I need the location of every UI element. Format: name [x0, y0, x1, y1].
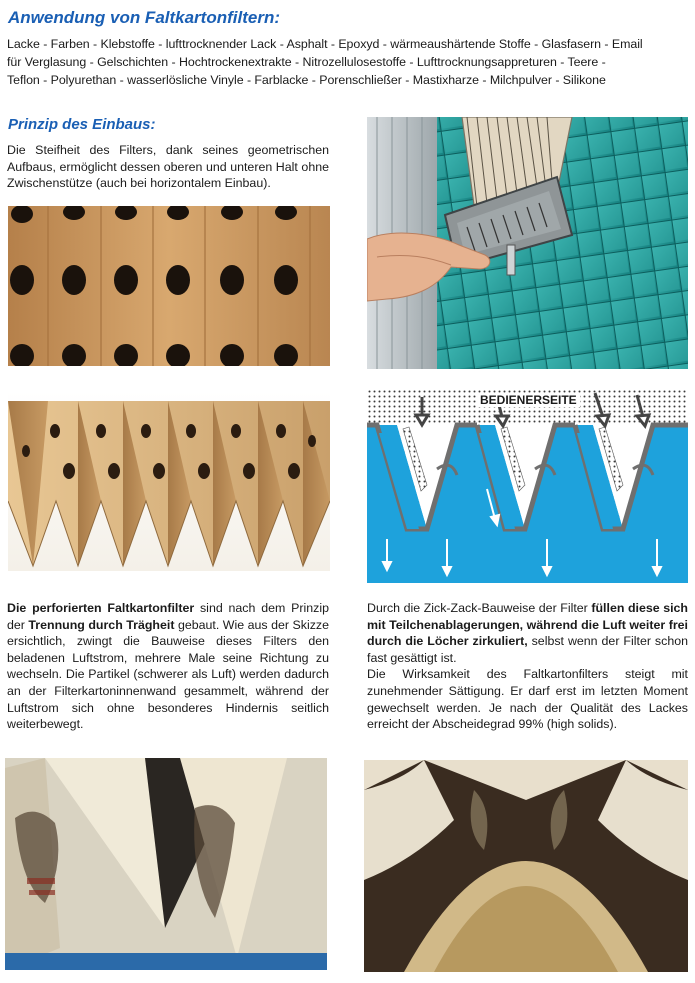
right-paragraph-text-3: Die Wirksamkeit des Faltkartonfilters steigt mit zunehmender Sättigung. Er darf erst im letzten Moment gewechselt werden. Je nach der Qualität des Lackes erreicht der Abscheidegrad 99% (high solids).: [367, 667, 688, 732]
left-paragraph-bold-2: Trennung durch Trägheit: [28, 617, 175, 632]
right-paragraph-text-1: Durch die Zick-Zack-Bauweise der Filter: [367, 601, 592, 615]
usage-line-2: für Verglasung - Gelschichten - Hochtrockenextrakte - Nitrozellulosestoffe - Lufttrocknungsappreturen - Teere -: [7, 55, 606, 69]
filter-installation-photo: [367, 117, 688, 369]
airflow-diagram: [367, 389, 688, 583]
right-paragraph-bold-1: füllen diese sich mit Teilchenablagerungen, während die Luft weiter frei durch die Löcher zirkuliert,: [367, 601, 688, 649]
usage-line-3: Teflon - Polyurethan - wasserlösliche Vinyle - Farblacke - Porenschließer - Mastixharze - Milchpulver - Silikone: [7, 73, 606, 87]
saturated-filter-photo-right: [364, 760, 688, 972]
right-paragraph: [367, 600, 688, 733]
left-paragraph-text-1: sind nach dem Prinzip der: [7, 601, 329, 632]
left-paragraph: [7, 600, 329, 733]
installation-heading: Prinzip des Einbaus:: [8, 116, 156, 133]
perforated-cardboard-photo: [8, 206, 330, 366]
pleated-filter-photo: [8, 391, 330, 571]
left-paragraph-text-2: gebaut. Wie aus der Skizze ersichtlich, zwingt die Bauweise dieses Filters den beladenen Luftstrom, mehrere Male seine Richtung zu wechseln. Die Partikel (schwerer als Luft) werden dadurch an der Filterkartoninnenwand gesammelt, während der Luftstrom sich ohne besonderes Hindernis seitlich weiterbewegt.: [7, 617, 329, 732]
diagram-label: BEDIENERSEITE: [477, 393, 580, 407]
saturated-filter-photo-left: [5, 758, 327, 970]
right-paragraph-text-2: selbst wenn der Filter schon fast gesättigt ist.: [367, 634, 688, 665]
usage-line-1: Lacke - Farben - Klebstoffe - lufttrocknender Lack - Asphalt - Epoxyd - wärmeaushärtende Stoffe - Glasfasern - Email: [7, 37, 643, 51]
left-paragraph-bold-1: Die perforierten Faltkartonfilter: [7, 601, 195, 615]
installation-text: Die Steifheit des Filters, dank seines geometrischen Aufbaus, ermöglicht dessen oberen und unteren Halt ohne Zwischenstütze (auch bei horizontalem Einbau).: [7, 143, 329, 191]
usage-heading: Anwendung von Faltkartonfiltern:: [8, 8, 280, 27]
